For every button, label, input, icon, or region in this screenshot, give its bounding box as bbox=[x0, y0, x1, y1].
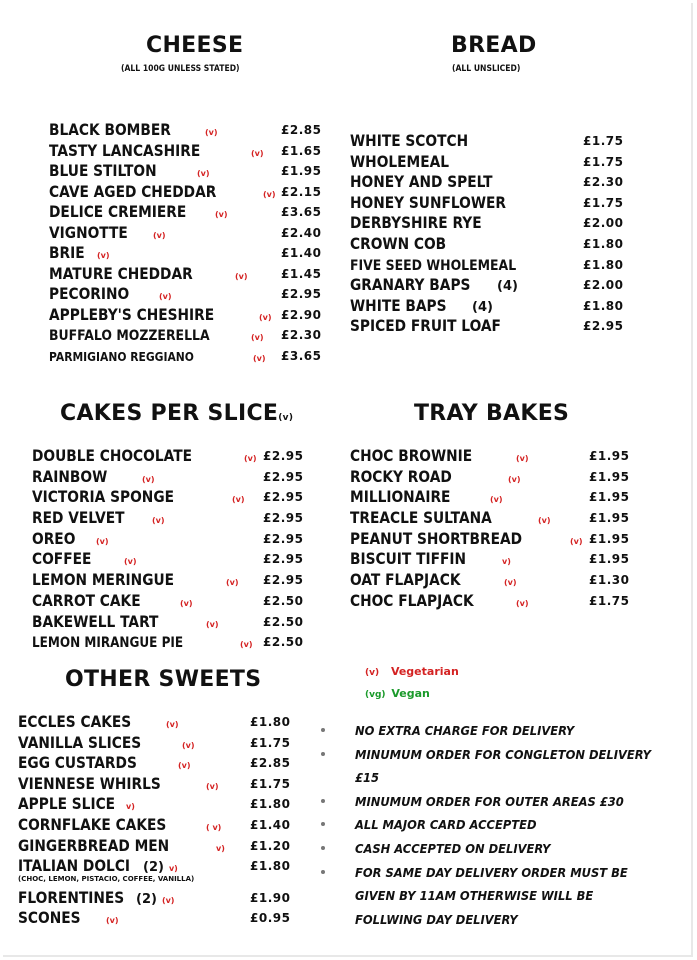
vegetarian-tag: (v) bbox=[180, 598, 193, 608]
cakes-list bbox=[32, 446, 302, 653]
vegetarian-tag: (v) bbox=[182, 740, 195, 750]
cheese-item-price: £3.65 bbox=[281, 205, 322, 219]
bread-item bbox=[350, 316, 630, 337]
vegetarian-tag: (v) bbox=[197, 169, 210, 178]
sweets-item-name: APPLE SLICE bbox=[18, 794, 116, 814]
bread-item-price: £1.75 bbox=[583, 154, 624, 169]
cakes-item-name: COFFEE bbox=[32, 549, 92, 569]
sweets-item-price: £1.80 bbox=[250, 859, 291, 874]
sweets-item-price: £2.85 bbox=[250, 756, 291, 771]
cakes-item bbox=[32, 446, 302, 467]
sweets-item bbox=[18, 712, 298, 733]
cheese-item bbox=[49, 264, 329, 285]
cheese-item-price: £2.30 bbox=[281, 328, 322, 342]
cheese-item bbox=[49, 202, 329, 223]
vegetarian-tag: (v) bbox=[152, 516, 165, 526]
vegetarian-tag: (v) bbox=[504, 578, 517, 588]
bread-item-name: CROWN COB bbox=[350, 233, 447, 253]
traybakes-list bbox=[350, 446, 630, 612]
bread-item-price: £1.75 bbox=[583, 195, 624, 210]
delivery-info-line bbox=[321, 747, 686, 771]
cheese-list bbox=[49, 120, 329, 366]
cakes-item bbox=[32, 570, 302, 591]
cheese-item-price: £1.45 bbox=[281, 266, 322, 281]
vegetarian-tag: (v) bbox=[570, 536, 583, 546]
delivery-info bbox=[321, 723, 686, 935]
vegetarian-tag: (v) bbox=[226, 578, 239, 588]
bread-item-qty: (4) bbox=[472, 299, 493, 315]
cakes-item-price: £2.95 bbox=[263, 469, 304, 484]
traybakes-title: TRAY BAKES bbox=[414, 401, 570, 426]
sweets-item-price: £1.90 bbox=[250, 890, 291, 905]
bread-item-name: WHITE SCOTCH bbox=[350, 131, 469, 150]
vegetarian-tag: (v) bbox=[178, 761, 191, 771]
cheese-item bbox=[49, 161, 329, 182]
vegetarian-tag: (v) bbox=[240, 640, 253, 650]
traybakes-item bbox=[350, 570, 630, 591]
sweets-item-price: £1.80 bbox=[250, 715, 291, 729]
sweets-list bbox=[18, 712, 298, 929]
bread-item bbox=[350, 296, 630, 317]
bread-item bbox=[350, 234, 630, 255]
cakes-item-price: £2.50 bbox=[263, 614, 304, 629]
vegetarian-tag: (v) bbox=[259, 312, 272, 322]
legend-vegan bbox=[365, 687, 430, 700]
sweets-item-price: £1.40 bbox=[250, 817, 291, 832]
traybakes-item-name: CHOC BROWNIE bbox=[350, 446, 473, 465]
vegetarian-tag: (v) bbox=[124, 557, 137, 567]
vegetarian-tag: v) bbox=[216, 843, 225, 853]
cakes-item-price: £2.95 bbox=[263, 573, 304, 588]
bread-item bbox=[350, 172, 630, 193]
delivery-info-line bbox=[321, 770, 686, 794]
cakes-title-tag: (v) bbox=[278, 413, 294, 423]
cheese-item bbox=[49, 284, 329, 305]
traybakes-item-price: £1.75 bbox=[589, 593, 630, 608]
delivery-info-text: MINUMUM ORDER FOR CONGLETON DELIVERY bbox=[355, 746, 651, 762]
vegetarian-tag: (v) bbox=[263, 189, 276, 199]
cheese-item-name: DELICE CREMIERE bbox=[49, 202, 187, 221]
delivery-info-line bbox=[321, 817, 686, 841]
cakes-item-price: £2.50 bbox=[263, 593, 304, 608]
cheese-item-name: BUFFALO MOZZERELLA bbox=[49, 328, 210, 344]
vegetarian-tag: (v) bbox=[490, 495, 503, 505]
cheese-item-name: BRIE bbox=[49, 243, 85, 262]
bread-item-name: SPICED FRUIT LOAF bbox=[350, 316, 501, 336]
vegetarian-tag: (v) bbox=[206, 781, 219, 791]
cakes-item bbox=[32, 632, 302, 653]
sweets-item-name: ITALIAN DOLCI bbox=[18, 856, 131, 876]
bread-item-name: HONEY SUNFLOWER bbox=[350, 192, 507, 212]
traybakes-item-name: OAT FLAPJACK bbox=[350, 570, 461, 590]
bread-item bbox=[350, 193, 630, 214]
sweets-item-name: FLORENTINES bbox=[18, 887, 125, 907]
vegetarian-tag: (v) bbox=[206, 619, 219, 629]
delivery-info-line bbox=[321, 723, 686, 747]
bread-item-price: £2.00 bbox=[583, 278, 624, 293]
legend-vegan-label: Vegan bbox=[391, 687, 430, 700]
bread-item-name: FIVE SEED WHOLEMEAL bbox=[350, 257, 517, 274]
bread-item bbox=[350, 131, 630, 152]
bread-item-name: WHITE BAPS bbox=[350, 295, 447, 315]
cakes-item bbox=[32, 612, 302, 633]
cakes-item bbox=[32, 508, 302, 529]
cheese-item-price: £1.65 bbox=[281, 143, 322, 158]
cakes-item-name: DOUBLE CHOCOLATE bbox=[32, 446, 192, 465]
cakes-item bbox=[32, 529, 302, 550]
cakes-item-name: CARROT CAKE bbox=[32, 590, 141, 610]
vegetarian-tag: v) bbox=[168, 864, 178, 874]
cakes-item-price: £2.50 bbox=[263, 635, 304, 650]
traybakes-item-price: £1.95 bbox=[589, 449, 630, 463]
bread-item-name: GRANARY BAPS bbox=[350, 275, 471, 295]
cheese-item bbox=[49, 120, 329, 141]
legend-veg-label: Vegetarian bbox=[390, 665, 459, 678]
cheese-item bbox=[49, 346, 329, 367]
cheese-item bbox=[49, 141, 329, 162]
bread-item bbox=[350, 255, 630, 276]
sweets-item-price: £1.20 bbox=[250, 838, 291, 853]
cheese-item-name: PECORINO bbox=[49, 284, 130, 303]
bread-item-price: £2.00 bbox=[583, 216, 624, 231]
sweets-item bbox=[18, 794, 298, 815]
cakes-item-name: RAINBOW bbox=[32, 466, 108, 486]
sweets-item bbox=[18, 815, 298, 836]
bread-item-price: £2.30 bbox=[583, 175, 624, 190]
traybakes-item-name: ROCKY ROAD bbox=[350, 466, 452, 486]
cheese-item bbox=[49, 325, 329, 346]
bread-item-name: HONEY AND SPELT bbox=[350, 172, 493, 192]
traybakes-item bbox=[350, 529, 630, 550]
cheese-subtitle: (ALL 100G UNLESS STATED) bbox=[121, 64, 240, 74]
cakes-item bbox=[32, 487, 302, 508]
bread-list bbox=[350, 131, 630, 337]
vegetarian-tag: (v) bbox=[153, 230, 166, 240]
delivery-info-text: CASH ACCEPTED ON DELIVERY bbox=[355, 840, 551, 856]
traybakes-item-name: PEANUT SHORTBREAD bbox=[350, 528, 523, 548]
sweets-item-name: VANILLA SLICES bbox=[18, 732, 142, 752]
cakes-item bbox=[32, 549, 302, 570]
sweets-item-price: £1.80 bbox=[250, 797, 291, 812]
cheese-item-name: PARMIGIANO REGGIANO bbox=[49, 348, 194, 364]
cakes-item-price: £2.95 bbox=[263, 490, 304, 505]
sweets-item-name: GINGERBREAD MEN bbox=[18, 835, 170, 855]
legend-vegetarian bbox=[365, 665, 459, 678]
vegetarian-tag: (v) bbox=[106, 916, 119, 926]
delivery-info-text: NO EXTRA CHARGE FOR DELIVERY bbox=[355, 723, 575, 738]
bread-title: BREAD bbox=[451, 33, 537, 58]
vegetarian-tag: (v) bbox=[244, 454, 257, 463]
traybakes-item bbox=[350, 591, 630, 612]
sweets-title: OTHER SWEETS bbox=[65, 667, 262, 692]
vegetarian-tag: ( v) bbox=[206, 822, 222, 832]
sweets-item bbox=[18, 856, 298, 877]
bread-item-price: £1.75 bbox=[583, 134, 624, 148]
delivery-info-text: FOLLWING DAY DELIVERY bbox=[355, 911, 518, 927]
legend-vegan-key: (vg) bbox=[365, 690, 386, 700]
vegetarian-tag: (v) bbox=[251, 148, 264, 158]
cheese-item bbox=[49, 223, 329, 244]
traybakes-item-price: £1.95 bbox=[589, 531, 630, 546]
traybakes-item bbox=[350, 487, 630, 508]
delivery-info-line bbox=[321, 841, 686, 865]
vegetarian-tag: v) bbox=[502, 557, 511, 567]
menu-page bbox=[3, 3, 693, 957]
bread-item-price: £2.95 bbox=[583, 319, 624, 334]
vegetarian-tag: (v) bbox=[235, 271, 248, 281]
cheese-item-price: £2.95 bbox=[281, 287, 322, 301]
delivery-info-text: £15 bbox=[355, 770, 380, 786]
vegetarian-tag: (v) bbox=[232, 495, 245, 505]
traybakes-item bbox=[350, 446, 630, 467]
cheese-item-name: BLACK BOMBER bbox=[49, 120, 171, 139]
vegetarian-tag: (v) bbox=[251, 333, 264, 342]
legend-veg-key: (v) bbox=[365, 668, 380, 678]
sweets-item-name: ECCLES CAKES bbox=[18, 712, 132, 731]
cakes-item-name: VICTORIA SPONGE bbox=[32, 487, 175, 507]
cheese-item-price: £2.40 bbox=[281, 225, 322, 240]
vegetarian-tag: (v) bbox=[142, 474, 155, 484]
traybakes-item-name: BISCUIT TIFFIN bbox=[350, 549, 467, 569]
bullet-icon bbox=[321, 870, 325, 874]
sweets-item-price: £1.75 bbox=[250, 735, 291, 750]
cheese-item-name: APPLEBY'S CHESHIRE bbox=[49, 304, 215, 324]
sweets-item-name: SCONES bbox=[18, 908, 81, 928]
sweets-item-qty: (2) bbox=[136, 891, 157, 907]
cheese-item-price: £2.85 bbox=[281, 123, 322, 137]
vegetarian-tag: (v) bbox=[161, 895, 175, 905]
vegetarian-tag: (v) bbox=[97, 251, 110, 260]
bread-item-price: £1.80 bbox=[583, 236, 624, 251]
sweets-item-name: CORNFLAKE CAKES bbox=[18, 814, 167, 834]
vegetarian-tag: (v) bbox=[516, 598, 529, 608]
cheese-item-price: £2.15 bbox=[281, 184, 322, 199]
cakes-item-price: £2.95 bbox=[263, 552, 304, 567]
cheese-item bbox=[49, 243, 329, 264]
cheese-item-price: £2.90 bbox=[281, 307, 322, 322]
cheese-item-name: CAVE AGED CHEDDAR bbox=[49, 181, 217, 201]
sweets-item bbox=[18, 836, 298, 857]
cheese-item-name: TASTY LANCASHIRE bbox=[49, 140, 201, 160]
bullet-icon bbox=[321, 822, 325, 826]
bread-item-qty: (4) bbox=[497, 279, 518, 295]
traybakes-item bbox=[350, 508, 630, 529]
delivery-info-line bbox=[321, 888, 686, 912]
traybakes-item-name: TREACLE SULTANA bbox=[350, 508, 492, 528]
bread-item-name: WHOLEMEAL bbox=[350, 151, 450, 171]
vegetarian-tag: (v) bbox=[538, 516, 551, 526]
vegetarian-tag: (v) bbox=[516, 454, 529, 463]
bread-subtitle: (ALL UNSLICED) bbox=[452, 64, 521, 74]
sweets-item-qty: (2) bbox=[143, 860, 164, 876]
traybakes-item-price: £1.95 bbox=[589, 552, 630, 567]
cakes-item-price: £2.95 bbox=[263, 449, 304, 463]
delivery-info-text: FOR SAME DAY DELIVERY ORDER MUST BE bbox=[355, 864, 628, 880]
bread-item-price: £1.80 bbox=[583, 257, 624, 272]
bullet-icon bbox=[321, 752, 325, 756]
vegetarian-tag: (v) bbox=[96, 536, 109, 546]
bread-item-name: DERBYSHIRE RYE bbox=[350, 213, 482, 233]
cakes-item-price: £2.95 bbox=[263, 531, 304, 546]
cheese-title: CHEESE bbox=[146, 33, 244, 58]
vegetarian-tag: (v) bbox=[508, 474, 521, 484]
sweets-item-price: £0.95 bbox=[250, 911, 291, 926]
delivery-info-line bbox=[321, 794, 686, 818]
bread-item-price: £1.80 bbox=[583, 298, 624, 313]
delivery-info-line bbox=[321, 865, 686, 889]
cakes-item bbox=[32, 467, 302, 488]
bread-item bbox=[350, 275, 630, 296]
cheese-item bbox=[49, 305, 329, 326]
traybakes-item-price: £1.95 bbox=[589, 490, 630, 505]
traybakes-item-price: £1.95 bbox=[589, 469, 630, 484]
cakes-item-name: RED VELVET bbox=[32, 508, 125, 528]
cheese-item-name: MATURE CHEDDAR bbox=[49, 263, 193, 283]
sweets-item bbox=[18, 733, 298, 754]
delivery-info-text: MINUMUM ORDER FOR OUTER AREAS £30 bbox=[355, 793, 624, 809]
cakes-item-name: LEMON MIRANGUE PIE bbox=[32, 635, 184, 652]
bullet-icon bbox=[321, 846, 325, 850]
vegetarian-tag: (v) bbox=[159, 292, 172, 301]
delivery-info-text: GIVEN BY 11AM OTHERWISE WILL BE bbox=[355, 888, 594, 904]
traybakes-item-name: CHOC FLAPJACK bbox=[350, 590, 474, 610]
cheese-item-name: BLUE STILTON bbox=[49, 161, 157, 180]
sweets-item bbox=[18, 753, 298, 774]
bread-item bbox=[350, 213, 630, 234]
traybakes-item-name: MILLIONAIRE bbox=[350, 487, 451, 507]
cakes-title bbox=[60, 401, 293, 426]
traybakes-item bbox=[350, 549, 630, 570]
cheese-item-price: £1.95 bbox=[281, 164, 322, 178]
traybakes-item-price: £1.30 bbox=[589, 573, 630, 588]
vegetarian-tag: (v) bbox=[253, 353, 266, 363]
vegetarian-tag: (v) bbox=[215, 210, 228, 219]
vegetarian-tag: v) bbox=[126, 802, 135, 812]
cakes-item-name: BAKEWELL TART bbox=[32, 611, 159, 631]
bullet-icon bbox=[321, 799, 325, 803]
sweets-item bbox=[18, 888, 298, 909]
delivery-info-text: ALL MAJOR CARD ACCEPTED bbox=[355, 817, 537, 833]
delivery-info-line bbox=[321, 912, 686, 936]
dolci-note: (CHOC, LEMON, PISTACIO, COFFEE, VANILLA) bbox=[18, 875, 195, 883]
vegetarian-tag: (v) bbox=[205, 128, 218, 137]
cheese-item-name: VIGNOTTE bbox=[49, 222, 128, 242]
traybakes-item-price: £1.95 bbox=[589, 511, 630, 526]
cakes-item bbox=[32, 591, 302, 612]
vegetarian-tag: (v) bbox=[166, 720, 179, 729]
sweets-item-name: VIENNESE WHIRLS bbox=[18, 773, 161, 793]
sweets-item-name: EGG CUSTARDS bbox=[18, 753, 137, 773]
cheese-item-price: £1.40 bbox=[281, 246, 322, 260]
bread-item bbox=[350, 152, 630, 173]
traybakes-item bbox=[350, 467, 630, 488]
sweets-item bbox=[18, 908, 298, 929]
cheese-item bbox=[49, 182, 329, 203]
bullet-icon bbox=[321, 728, 325, 732]
cakes-title-text: CAKES PER SLICE bbox=[60, 401, 279, 426]
cakes-item-name: OREO bbox=[32, 528, 76, 548]
cakes-item-name: LEMON MERINGUE bbox=[32, 570, 175, 590]
cheese-item-price: £3.65 bbox=[281, 348, 322, 363]
cakes-item-price: £2.95 bbox=[263, 511, 304, 526]
sweets-item bbox=[18, 774, 298, 795]
sweets-item-price: £1.75 bbox=[250, 776, 291, 791]
